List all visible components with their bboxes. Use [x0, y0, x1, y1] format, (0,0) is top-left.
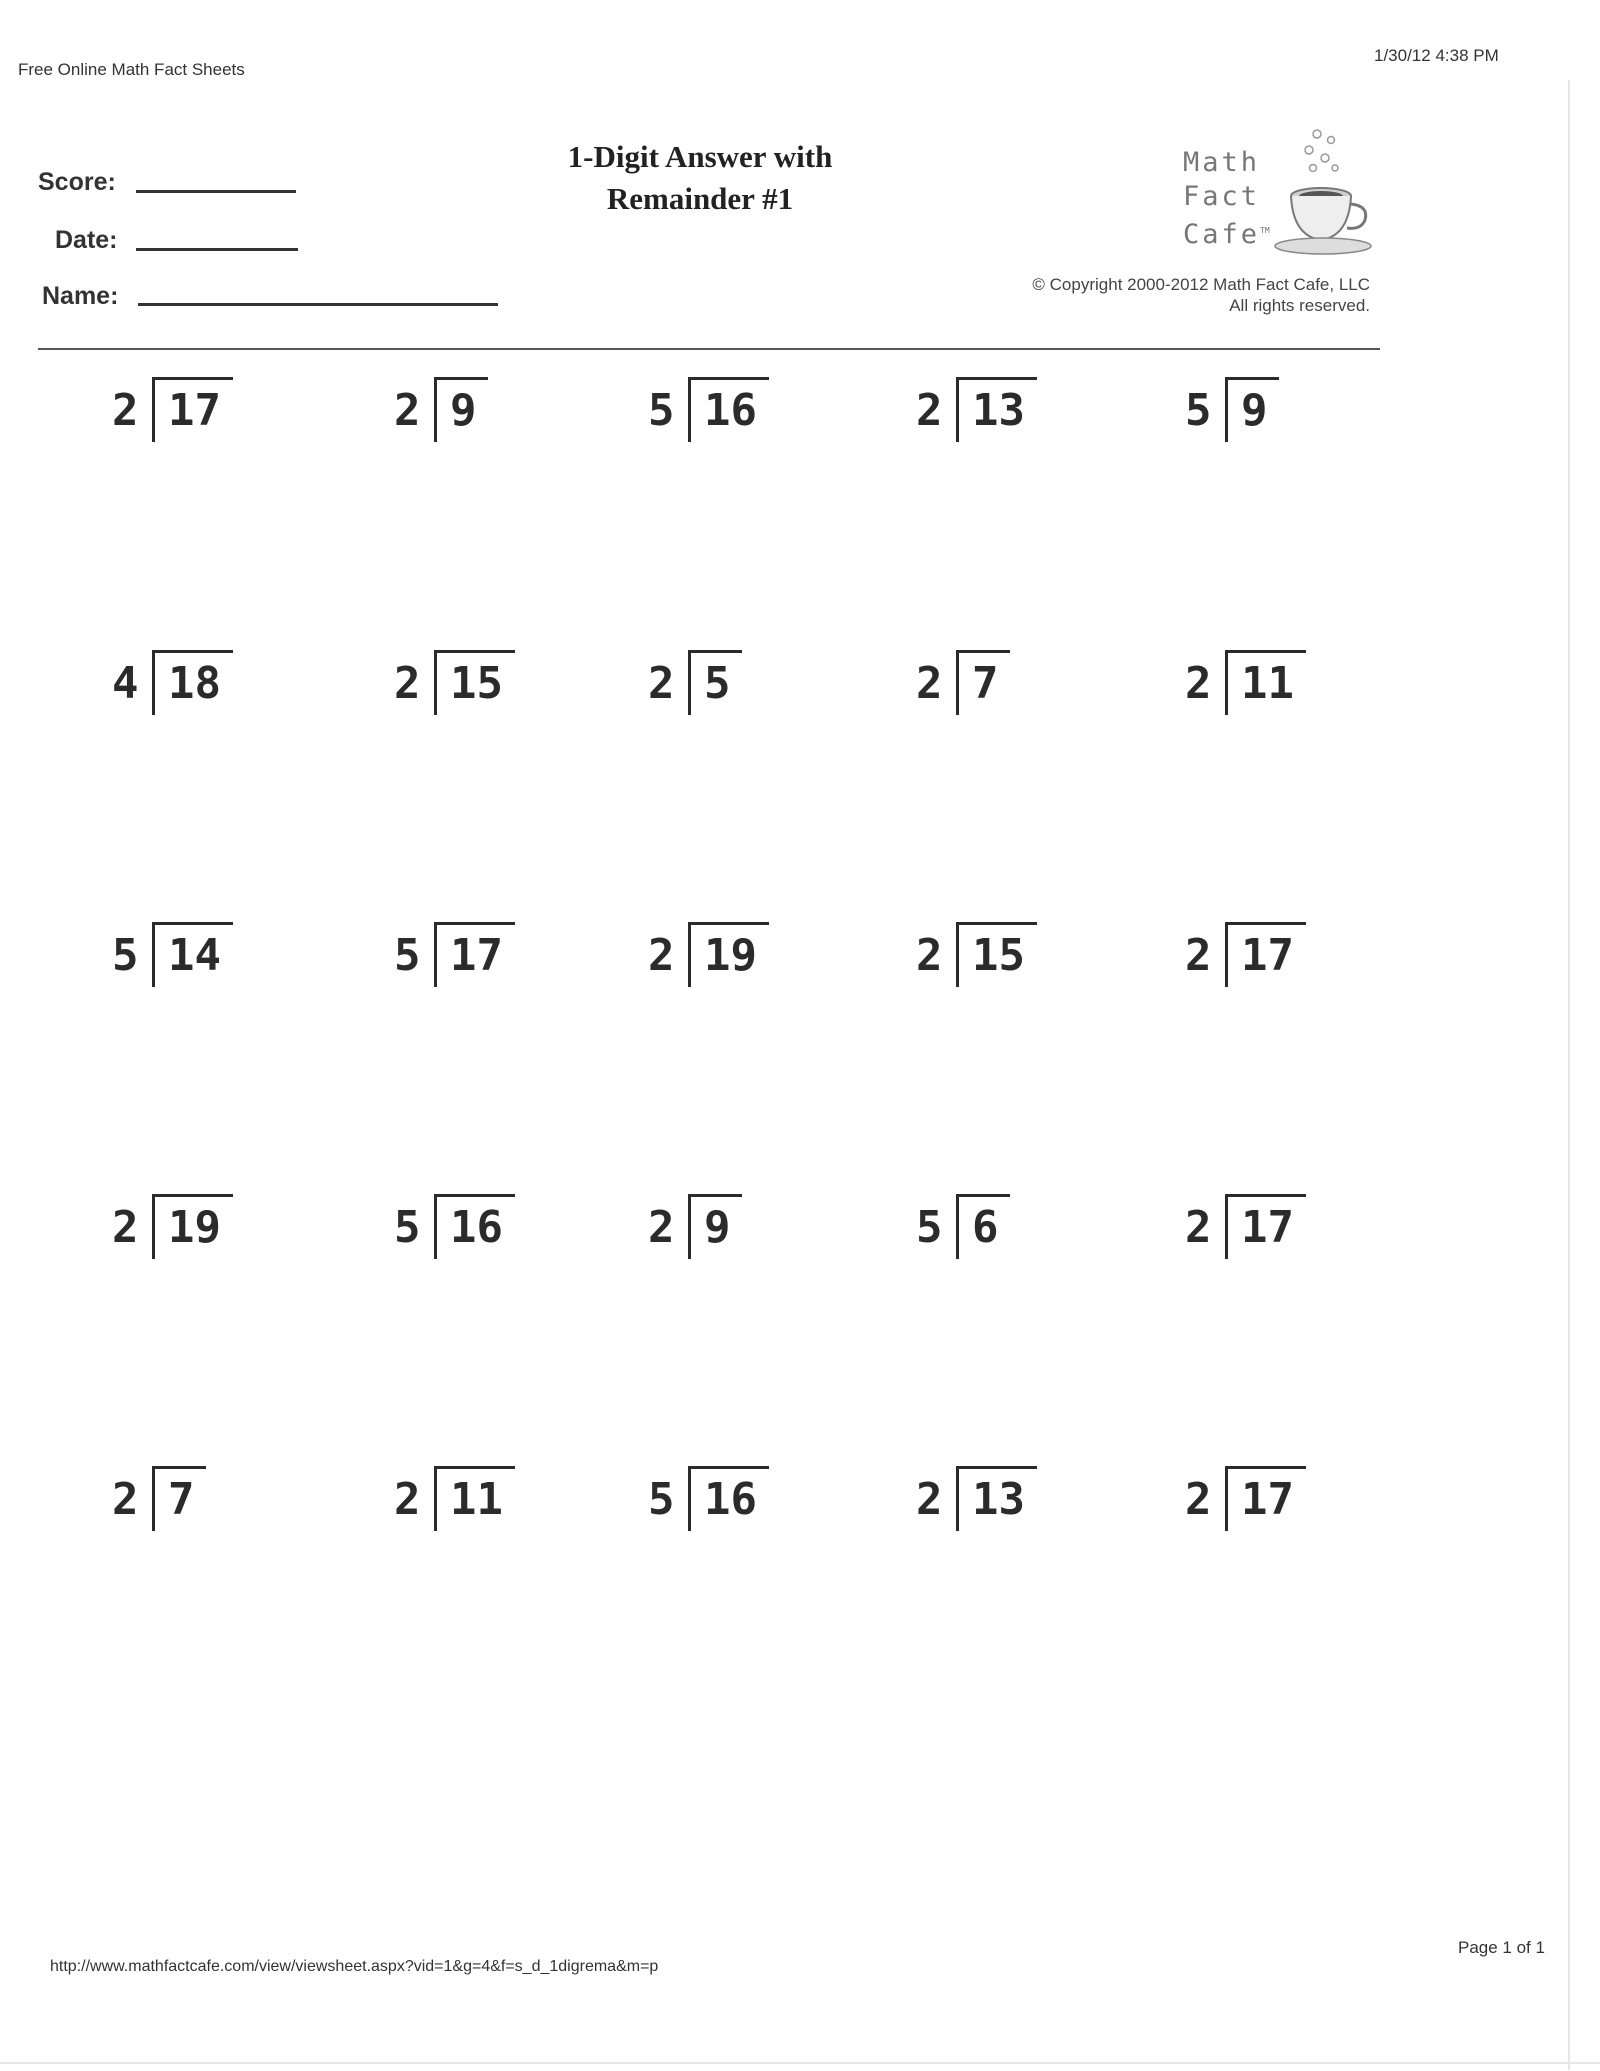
- dividend: 13: [972, 1474, 1025, 1525]
- dividend: 9: [704, 1202, 731, 1253]
- divisor: 2: [1185, 930, 1212, 981]
- dividend: 17: [168, 385, 221, 436]
- logo-word-cafe: Cafe: [1183, 219, 1261, 250]
- dividend: 7: [168, 1474, 195, 1525]
- name-blank-line: [138, 303, 498, 306]
- score-field: [38, 168, 116, 197]
- dividend: 17: [1241, 930, 1294, 981]
- divisor: 5: [648, 385, 675, 436]
- dividend: 18: [168, 658, 221, 709]
- divisor: 2: [916, 658, 943, 709]
- divisor: 5: [112, 930, 139, 981]
- divisor: 2: [916, 385, 943, 436]
- divisor: 2: [112, 1474, 139, 1525]
- dividend: 19: [704, 930, 757, 981]
- divisor: 2: [1185, 1474, 1212, 1525]
- date-field: [55, 226, 118, 255]
- divisor: 2: [394, 658, 421, 709]
- score-label: Score:: [38, 168, 116, 196]
- logo-word-fact: Fact: [1183, 181, 1261, 212]
- worksheet-title: [500, 136, 900, 220]
- dividend: 7: [972, 658, 999, 709]
- dividend: 6: [972, 1202, 999, 1253]
- copyright-line1: © Copyright 2000-2012 Math Fact Cafe, LLC: [1032, 275, 1370, 294]
- divisor: 5: [394, 1202, 421, 1253]
- divisor: 2: [648, 930, 675, 981]
- browser-page-title: Free Online Math Fact Sheets: [18, 60, 245, 79]
- divisor: 2: [916, 930, 943, 981]
- dividend: 9: [1241, 385, 1268, 436]
- dividend: 17: [1241, 1474, 1294, 1525]
- dividend: 17: [1241, 1202, 1294, 1253]
- dividend: 11: [1241, 658, 1294, 709]
- dividend: 9: [450, 385, 477, 436]
- page-number: Page 1 of 1: [1458, 1938, 1545, 1957]
- divisor: 2: [1185, 1202, 1212, 1253]
- dividend: 16: [450, 1202, 503, 1253]
- dividend: 16: [704, 385, 757, 436]
- divisor: 2: [112, 1202, 139, 1253]
- header-divider: [38, 348, 1380, 350]
- date-blank-line: [136, 248, 298, 251]
- dividend: 17: [450, 930, 503, 981]
- dividend: 14: [168, 930, 221, 981]
- divisor: 2: [916, 1474, 943, 1525]
- divisor: 5: [1185, 385, 1212, 436]
- divisor: 2: [112, 385, 139, 436]
- dividend: 11: [450, 1474, 503, 1525]
- dividend: 5: [704, 658, 731, 709]
- copyright-notice: [900, 274, 1370, 316]
- dividend: 13: [972, 385, 1025, 436]
- logo-trademark: TM: [1260, 226, 1270, 235]
- copyright-line2: All rights reserved.: [1229, 296, 1370, 315]
- worksheet-title-line2: Remainder #1: [606, 181, 794, 216]
- page-edge: [1568, 80, 1570, 2070]
- divisor: 5: [916, 1202, 943, 1253]
- divisor: 2: [648, 1202, 675, 1253]
- dividend: 15: [450, 658, 503, 709]
- divisor: 2: [648, 658, 675, 709]
- name-field: [42, 282, 118, 311]
- score-blank-line: [136, 190, 296, 193]
- divisor: 2: [1185, 658, 1212, 709]
- math-fact-cafe-logo: [1175, 124, 1385, 264]
- name-label: Name:: [42, 282, 119, 310]
- divisor: 4: [112, 658, 139, 709]
- date-label: Date:: [55, 226, 118, 254]
- coffee-cup-icon: [1273, 124, 1383, 264]
- logo-text: [1183, 146, 1270, 252]
- dividend: 15: [972, 930, 1025, 981]
- page-bottom-edge: [0, 2062, 1600, 2064]
- page-url: http://www.mathfactcafe.com/view/viewsheet.aspx?vid=1&g=4&f=s_d_1digrema&m=p: [50, 1958, 659, 1975]
- logo-word-math: Math: [1183, 147, 1261, 178]
- divisor: 5: [394, 930, 421, 981]
- divisor: 2: [394, 385, 421, 436]
- divisor: 2: [394, 1474, 421, 1525]
- dividend: 19: [168, 1202, 221, 1253]
- print-timestamp: 1/30/12 4:38 PM: [1374, 46, 1499, 65]
- divisor: 5: [648, 1474, 675, 1525]
- worksheet-title-line1: 1-Digit Answer with: [567, 139, 833, 174]
- dividend: 16: [704, 1474, 757, 1525]
